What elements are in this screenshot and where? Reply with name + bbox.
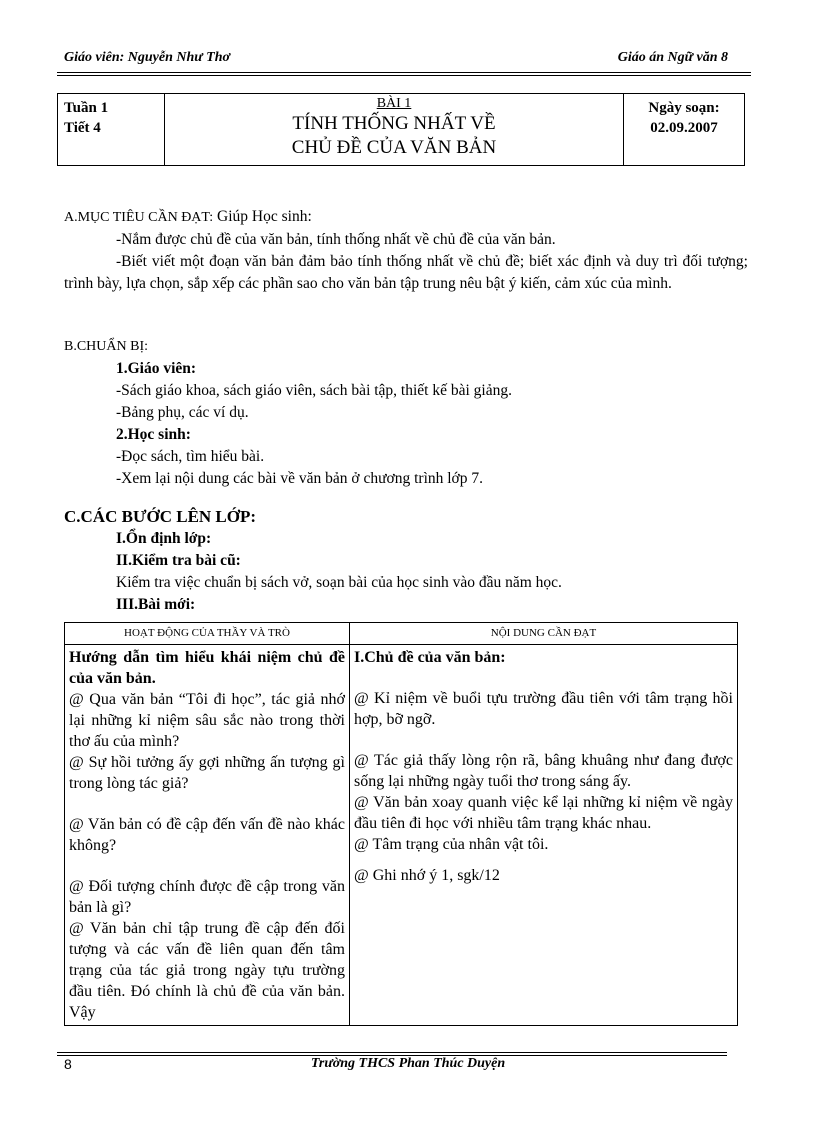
section-a-heading: A.MỤC TIÊU CẦN ĐẠT:: [64, 210, 214, 225]
step-2: II.Kiểm tra bài cũ:: [116, 552, 241, 569]
section-b-heading: B.CHUẨN BỊ:: [64, 339, 149, 354]
header-teacher: Giáo viên: Nguyễn Như Thơ: [64, 50, 231, 65]
footer-rule: [57, 1052, 727, 1053]
page-number: 8: [64, 1056, 72, 1072]
lesson-title-line2: CHỦ ĐỀ CỦA VĂN BẢN: [291, 137, 497, 158]
title-box-right: [624, 94, 745, 166]
footer-school: Trường THCS Phan Thúc Duyện: [310, 1056, 506, 1071]
section-steps: [64, 506, 748, 616]
section-objectives: [64, 206, 748, 295]
step-3: III.Bài mới:: [116, 596, 196, 613]
activity-question-1: @ Qua văn bản “Tôi đi học”, tác giả nhớ lại những kỉ niệm sâu sắc nào trong thời thơ ấu của mình?: [69, 691, 345, 750]
header-rule-secondary: [57, 75, 751, 76]
student-prep-item-2: -Xem lại nội dung các bài về văn bản ở chương trình lớp 7.: [116, 470, 484, 487]
date-value: 02.09.2007: [650, 120, 718, 136]
teacher-prep-item-2: -Bảng phụ, các ví dụ.: [116, 404, 249, 421]
content-heading: I.Chủ đề của văn bản:: [354, 649, 506, 666]
content-cell: [350, 645, 738, 1026]
content-answer-4: @ Tâm trạng của nhân vật tôi.: [354, 836, 549, 853]
section-preparation: [64, 336, 748, 490]
content-answer-1: @ Kỉ niệm về buổi tựu trường đầu tiên với tâm trạng hồi hợp, bỡ ngỡ.: [354, 690, 733, 728]
table-row: [65, 645, 738, 1026]
table-header-content: NỘI DUNG CẦN ĐẠT: [350, 623, 738, 645]
section-a-intro: Giúp Học sinh:: [213, 208, 312, 225]
period-label: Tiết 4: [64, 120, 101, 136]
table-header-row: [65, 623, 738, 645]
activity-question-3: @ Văn bản có đề cập đến vấn đề nào khác không?: [69, 816, 345, 854]
activities-cell: [65, 645, 350, 1026]
content-answer-3: @ Văn bản xoay quanh việc kể lại những kỉ niệm về ngày đầu tiên đi học với nhiều tâm trạng khác nhau.: [354, 794, 733, 832]
activity-heading: Hướng dẫn tìm hiểu khái niệm chủ đề của văn bản.: [69, 649, 345, 687]
teacher-prep-heading: 1.Giáo viên:: [116, 360, 197, 377]
week-label: Tuần 1: [64, 100, 109, 116]
header-rule: [57, 72, 751, 73]
date-label: Ngày soạn:: [648, 100, 720, 116]
objective-item-1: -Nắm được chủ đề của văn bản, tính thống nhất về chủ đề của văn bản.: [116, 231, 556, 248]
title-box: [57, 93, 745, 166]
student-prep-item-1: -Đọc sách, tìm hiểu bài.: [116, 448, 265, 465]
activity-question-2: @ Sự hồi tưởng ấy gợi những ấn tượng gì trong lòng tác giả?: [69, 754, 345, 792]
activity-question-5: @ Văn bản chỉ tập trung đề cập đến đối tượng và các vấn đề liên quan đến tâm trạng của tác giả trong ngày tựu trường đầu tiên. Đó chính là chủ đề của văn bản. Vậy: [69, 920, 345, 1021]
table-header-activities: HOẠT ĐỘNG CỦA THẦY VÀ TRÒ: [65, 623, 350, 645]
content-answer-5: @ Ghi nhớ ý 1, sgk/12: [354, 867, 500, 884]
title-box-center: [165, 94, 624, 166]
student-prep-heading: 2.Học sinh:: [116, 426, 191, 443]
title-box-left: [58, 94, 165, 166]
section-c-heading: C.CÁC BƯỚC LÊN LỚP:: [64, 507, 257, 526]
step-1: I.Ổn định lớp:: [116, 530, 212, 547]
lesson-title-line1: TÍNH THỐNG NHẤT VỀ: [292, 113, 496, 134]
content-answer-2: @ Tác giả thấy lòng rộn rã, bâng khuâng như đang được sống lại những ngày tuổi thơ trong sáng ấy.: [354, 752, 733, 790]
objective-item-2: -Biết viết một đoạn văn bản đảm bảo tính thống nhất về chủ đề; biết xác định và duy trì đối tượng; trình bày, lựa chọn, sắp xếp các phần sao cho văn bản tập trung nêu bật ý kiến, cảm xúc của mình.: [64, 253, 748, 292]
teacher-prep-item-1: -Sách giáo khoa, sách giáo viên, sách bài tập, thiết kế bài giảng.: [116, 382, 512, 399]
header-subject: Giáo án Ngữ văn 8: [617, 50, 728, 65]
lesson-table: [64, 622, 738, 1026]
step-2-text: Kiểm tra việc chuẩn bị sách vở, soạn bài của học sinh vào đầu năm học.: [116, 574, 562, 591]
lesson-number: BÀI 1: [376, 96, 412, 111]
activity-question-4: @ Đối tượng chính được đề cập trong văn bản là gì?: [69, 878, 345, 916]
